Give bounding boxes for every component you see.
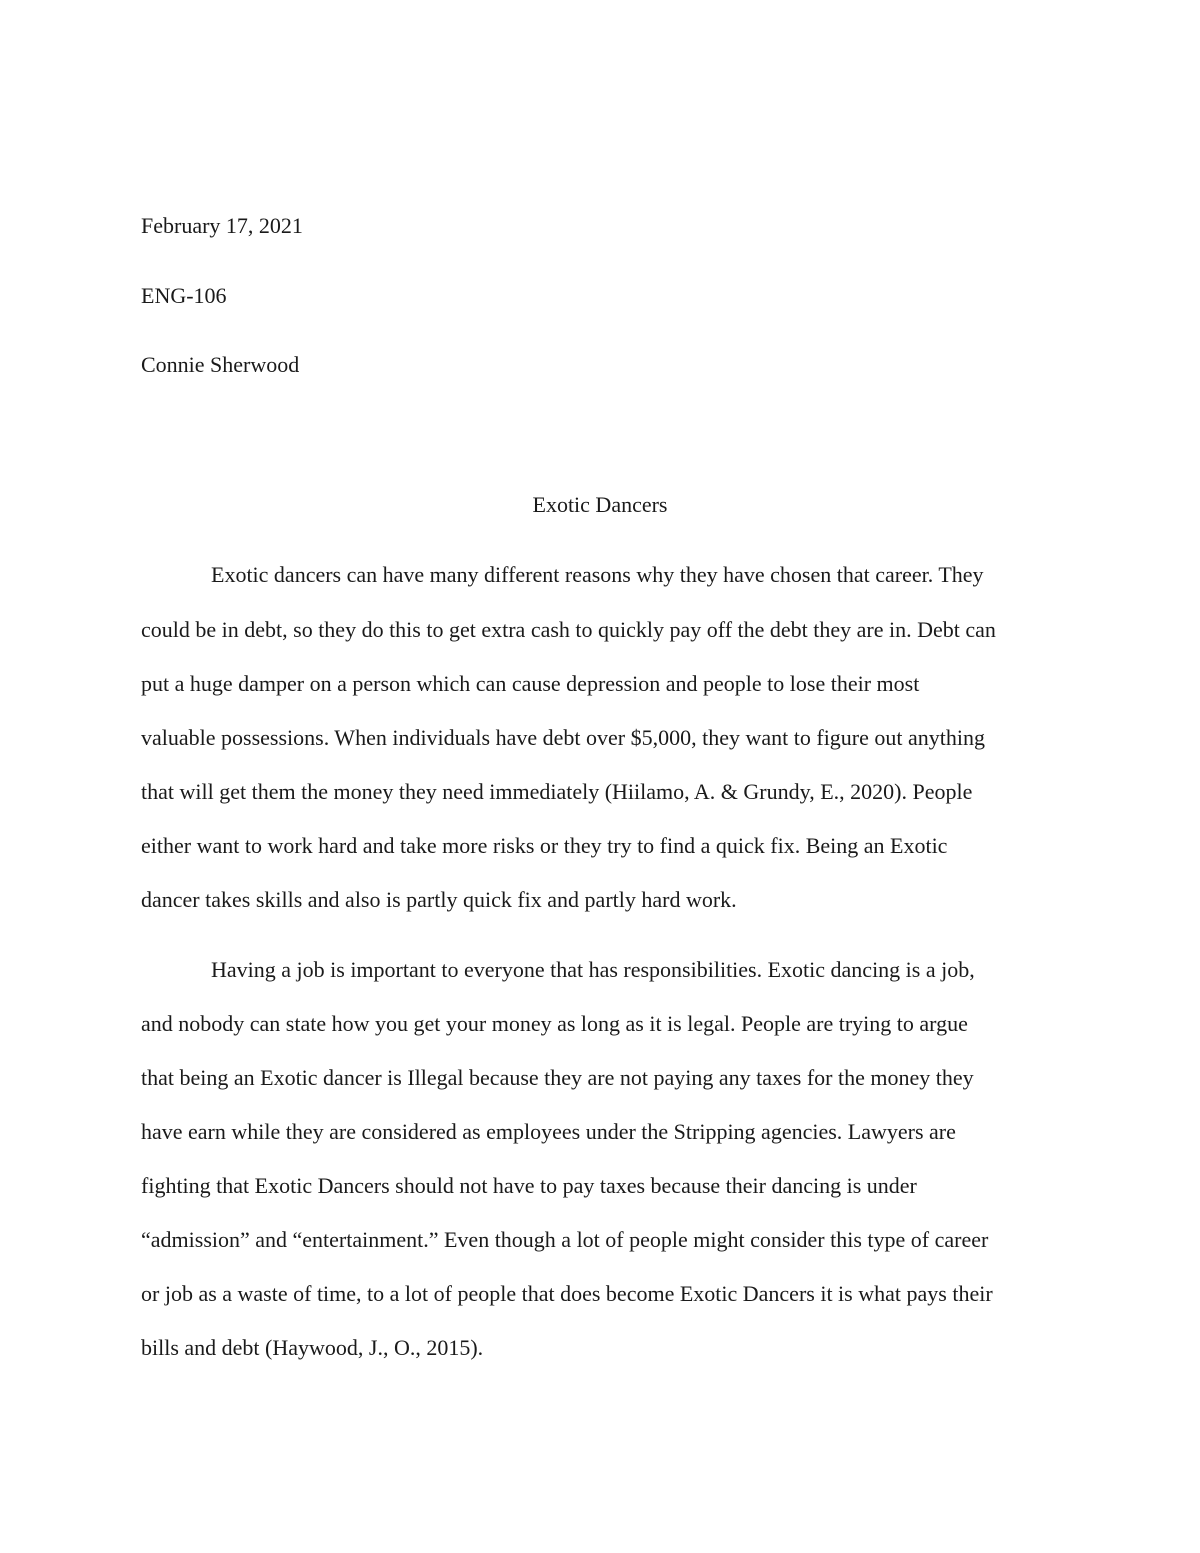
paragraph-2-line-1: Having a job is important to everyone that has responsibilities. Exotic dancing is a job,	[211, 957, 975, 982]
paragraph-2-line-6: “admission” and “entertainment.” Even though a lot of people might consider this type of career	[141, 1227, 989, 1252]
paragraph-1-line-4: valuable possessions. When individuals have debt over $5,000, they want to figure out anything	[141, 725, 985, 750]
paragraph-1-line-5: that will get them the money they need immediately (Hiilamo, A. & Grundy, E., 2020). People	[141, 779, 973, 804]
paragraph-2-line-8: bills and debt (Haywood, J., O., 2015).	[141, 1335, 484, 1360]
paragraph-2-line-2: and nobody can state how you get your money as long as it is legal. People are trying to argue	[141, 1011, 968, 1036]
date-line: February 17, 2021	[141, 213, 303, 238]
paragraph-2-line-5: fighting that Exotic Dancers should not have to pay taxes because their dancing is under	[141, 1173, 917, 1198]
paragraph-1-line-7: dancer takes skills and also is partly quick fix and partly hard work.	[141, 887, 737, 912]
course-line: ENG-106	[141, 283, 227, 308]
paragraph-1-line-3: put a huge damper on a person which can cause depression and people to lose their most	[141, 671, 920, 696]
paragraph-2-line-3: that being an Exotic dancer is Illegal because they are not paying any taxes for the money they	[141, 1065, 974, 1090]
paragraph-1-line-1: Exotic dancers can have many different reasons why they have chosen that career. They	[211, 562, 984, 587]
paragraph-1-line-6: either want to work hard and take more risks or they try to find a quick fix. Being an Exotic	[141, 833, 948, 858]
paragraph-2-line-4: have earn while they are considered as employees under the Stripping agencies. Lawyers are	[141, 1119, 956, 1144]
paragraph-1-line-2: could be in debt, so they do this to get extra cash to quickly pay off the debt they are in. Debt can	[141, 617, 996, 642]
paragraph-2-line-7: or job as a waste of time, to a lot of people that does become Exotic Dancers it is what pays their	[141, 1281, 993, 1306]
author-line: Connie Sherwood	[141, 352, 300, 377]
essay-title: Exotic Dancers	[532, 492, 668, 517]
